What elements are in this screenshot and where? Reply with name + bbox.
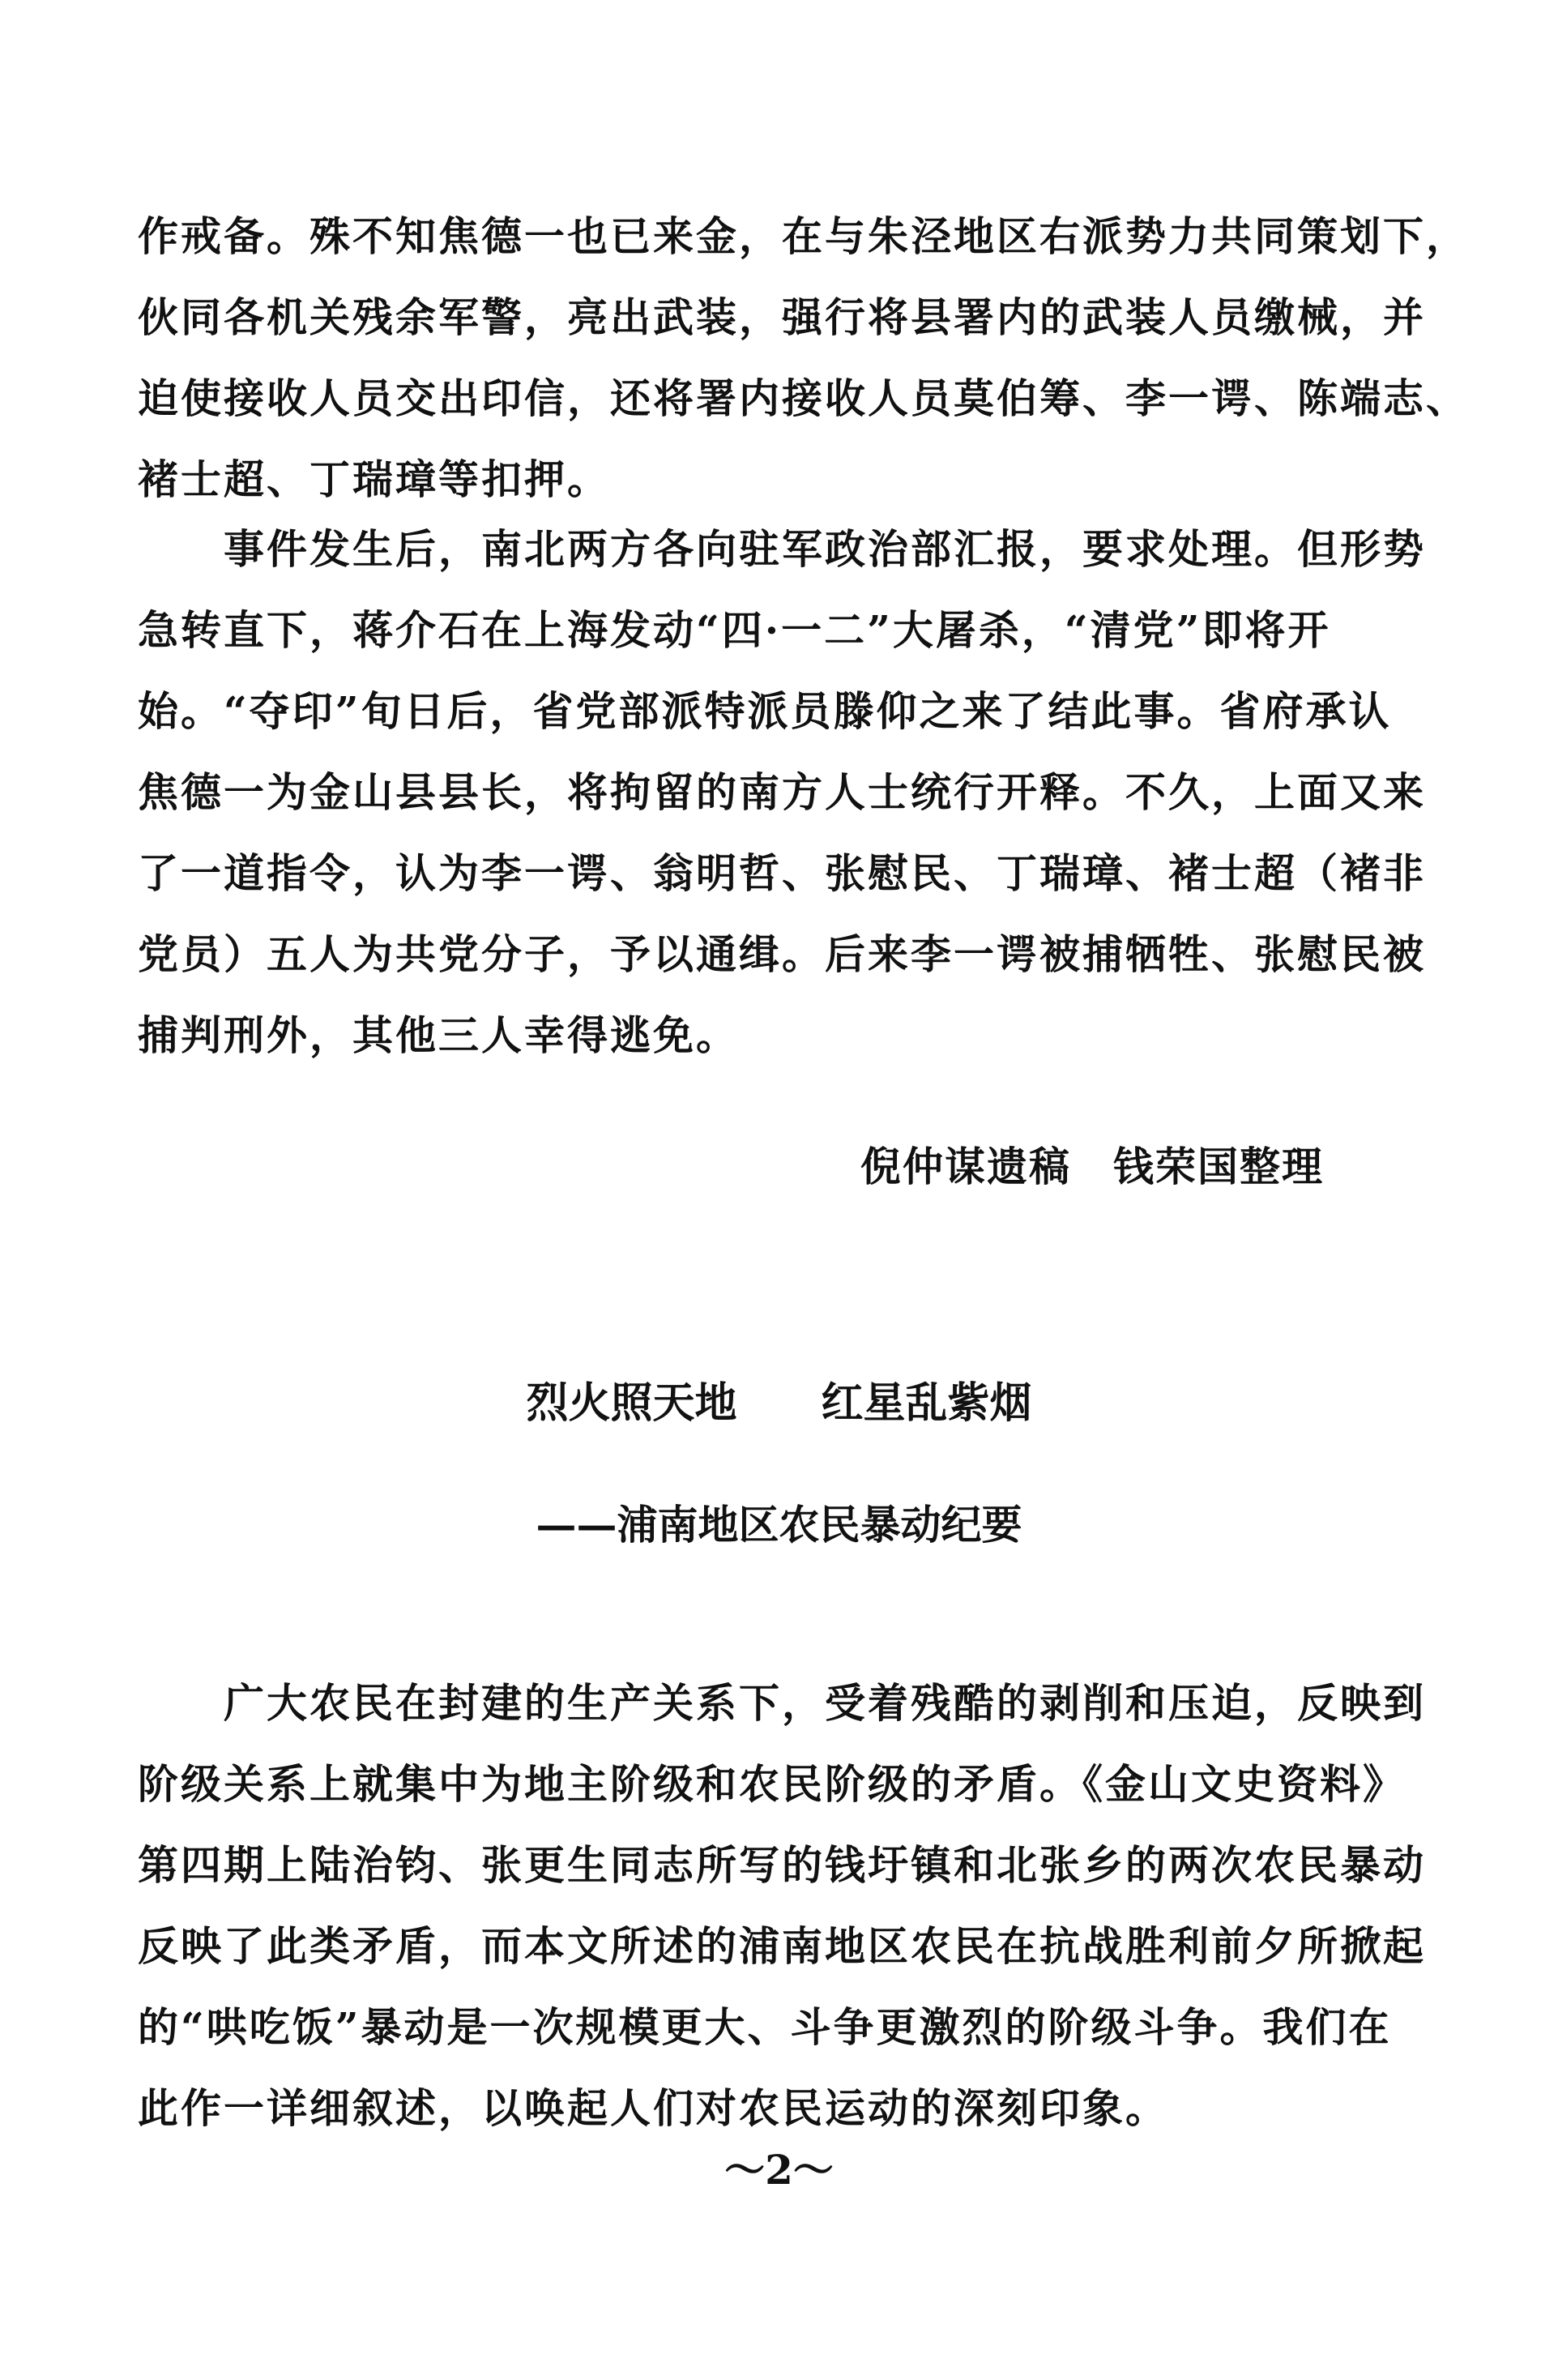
paragraph-line: 阶级关系上就集中为地主阶级和农民阶级的矛盾。《金山文史资料》	[138, 1760, 1406, 1808]
paragraph-line: 捕判刑外，其他三人幸得逃免。	[138, 1011, 739, 1059]
author-signature: 倪仲谋遗稿 钱荣国整理	[860, 1143, 1324, 1190]
paragraph-line: 党员）五人为共党分子，予以通缉。后来李一谔被捕牺牲、张慰民被	[138, 930, 1426, 978]
paragraph-line: 事件发生后，南北两方各向驻军政治部汇报，要求处理。但形势	[138, 525, 1426, 573]
paragraph-line: 广大农民在封建的生产关系下，受着残酷的剥削和压迫，反映到	[138, 1679, 1426, 1727]
page-number: ～2～	[724, 2146, 834, 2194]
paragraph-line: 作戒备。殊不知焦德一也已来金，在与朱泾地区右派势力共同策划下，	[138, 212, 1469, 260]
paragraph-line: 焦德一为金山县县长，将拘留的南方人士统行开释。不久，上面又来	[138, 768, 1426, 816]
paragraph-line: 反映了此类矛盾，而本文所述的浦南地区农民在抗战胜利前夕所掀起	[138, 1922, 1426, 1970]
paragraph-line: 了一道指令，认为李一谔、翁明哲、张慰民、丁瑞璋、褚士超（褚非	[138, 849, 1426, 897]
paragraph-line: 迫使接收人员交出印信，还将署内接收人员莫伯筹、李一谔、陈端志、	[138, 374, 1469, 422]
paragraph-line: 此作一详细叙述，以唤起人们对农民运动的深刻印象。	[138, 2084, 1168, 2132]
paragraph-line: 的“哄吃饭”暴动是一次规模更大、斗争更激烈的阶级斗争。我们在	[138, 2003, 1392, 2051]
paragraph-line: 始。“夺印”旬日后，省党部派特派员滕仰之来了结此事。省府承认	[138, 687, 1392, 735]
paragraph-line: 伙同各机关残余军警，亮出武装，强行将县署内的武装人员缴械，并	[138, 293, 1426, 341]
article-subtitle: ——浦南地区农民暴动纪要	[536, 1501, 1022, 1549]
paragraph-line: 第四期上陆治钧、张更生同志所写的钱圩镇和北张乡的两次农民暴动	[138, 1841, 1426, 1889]
paragraph-line: 褚士超、丁瑞璋等扣押。	[138, 455, 610, 503]
article-title: 烈火照天地 红星乱紫烟	[526, 1378, 1032, 1428]
paragraph-line: 急转直下，蒋介石在上海发动“四·一二”大屠杀，“清党”即将开	[138, 606, 1331, 654]
